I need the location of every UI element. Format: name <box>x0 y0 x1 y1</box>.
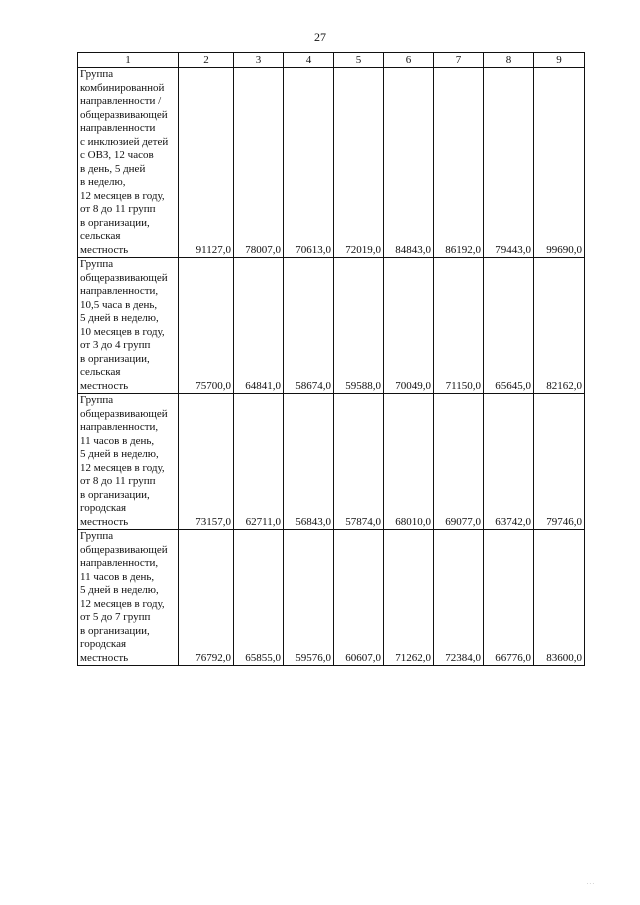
table-cell: 57874,0 <box>334 394 384 530</box>
table-cell: 71150,0 <box>434 258 484 394</box>
table-cell: 83600,0 <box>534 530 585 666</box>
table-cell: 78007,0 <box>234 68 284 258</box>
table-cell: 65645,0 <box>484 258 534 394</box>
table-cell: 84843,0 <box>384 68 434 258</box>
table-cell: 66776,0 <box>484 530 534 666</box>
table-cell: 91127,0 <box>179 68 234 258</box>
column-header: 2 <box>179 53 234 68</box>
table-cell: 58674,0 <box>284 258 334 394</box>
table-cell: 59588,0 <box>334 258 384 394</box>
table-cell: 72384,0 <box>434 530 484 666</box>
table-cell: 73157,0 <box>179 394 234 530</box>
table-cell: 76792,0 <box>179 530 234 666</box>
table-cell: 65855,0 <box>234 530 284 666</box>
table-cell: 86192,0 <box>434 68 484 258</box>
table-cell: 70613,0 <box>284 68 334 258</box>
table-row <box>78 258 585 394</box>
table-cell: 60607,0 <box>334 530 384 666</box>
row-label: Группа общеразвивающей направленности, 11 часов в день, 5 дней в неделю, 12 месяцев в году, от 5 до 7 групп в организации, городская местность <box>78 530 179 666</box>
data-table <box>77 52 585 666</box>
table-row <box>78 394 585 530</box>
table-cell: 56843,0 <box>284 394 334 530</box>
table-cell: 62711,0 <box>234 394 284 530</box>
table-cell: 68010,0 <box>384 394 434 530</box>
table-cell: 72019,0 <box>334 68 384 258</box>
header-row <box>78 53 585 68</box>
table-cell: 82162,0 <box>534 258 585 394</box>
table-cell: 79443,0 <box>484 68 534 258</box>
column-header: 9 <box>534 53 585 68</box>
table-cell: 79746,0 <box>534 394 585 530</box>
row-label: Группа комбинированной направленности / общеразвивающей направленности с инклюзией детей с ОВЗ, 12 часов в день, 5 дней в неделю, 12 месяцев в году, от 8 до 11 групп в организации, сельская местность <box>78 68 179 258</box>
table-cell: 59576,0 <box>284 530 334 666</box>
table-cell: 75700,0 <box>179 258 234 394</box>
column-header: 7 <box>434 53 484 68</box>
column-header: 6 <box>384 53 434 68</box>
table-row <box>78 68 585 258</box>
column-header: 8 <box>484 53 534 68</box>
table-cell: 70049,0 <box>384 258 434 394</box>
table-cell: 69077,0 <box>434 394 484 530</box>
scan-mark: · · · <box>586 882 594 887</box>
row-label: Группа общеразвивающей направленности, 10,5 часа в день, 5 дней в неделю, 10 месяцев в году, от 3 до 4 групп в организации, сельская местность <box>78 258 179 394</box>
table-cell: 71262,0 <box>384 530 434 666</box>
table-cell: 99690,0 <box>534 68 585 258</box>
column-header: 1 <box>78 53 179 68</box>
table-row <box>78 530 585 666</box>
row-label: Группа общеразвивающей направленности, 11 часов в день, 5 дней в неделю, 12 месяцев в году, от 8 до 11 групп в организации, городская местность <box>78 394 179 530</box>
page-number: 27 <box>314 30 326 44</box>
table-cell: 64841,0 <box>234 258 284 394</box>
column-header: 4 <box>284 53 334 68</box>
column-header: 5 <box>334 53 384 68</box>
table-cell: 63742,0 <box>484 394 534 530</box>
column-header: 3 <box>234 53 284 68</box>
